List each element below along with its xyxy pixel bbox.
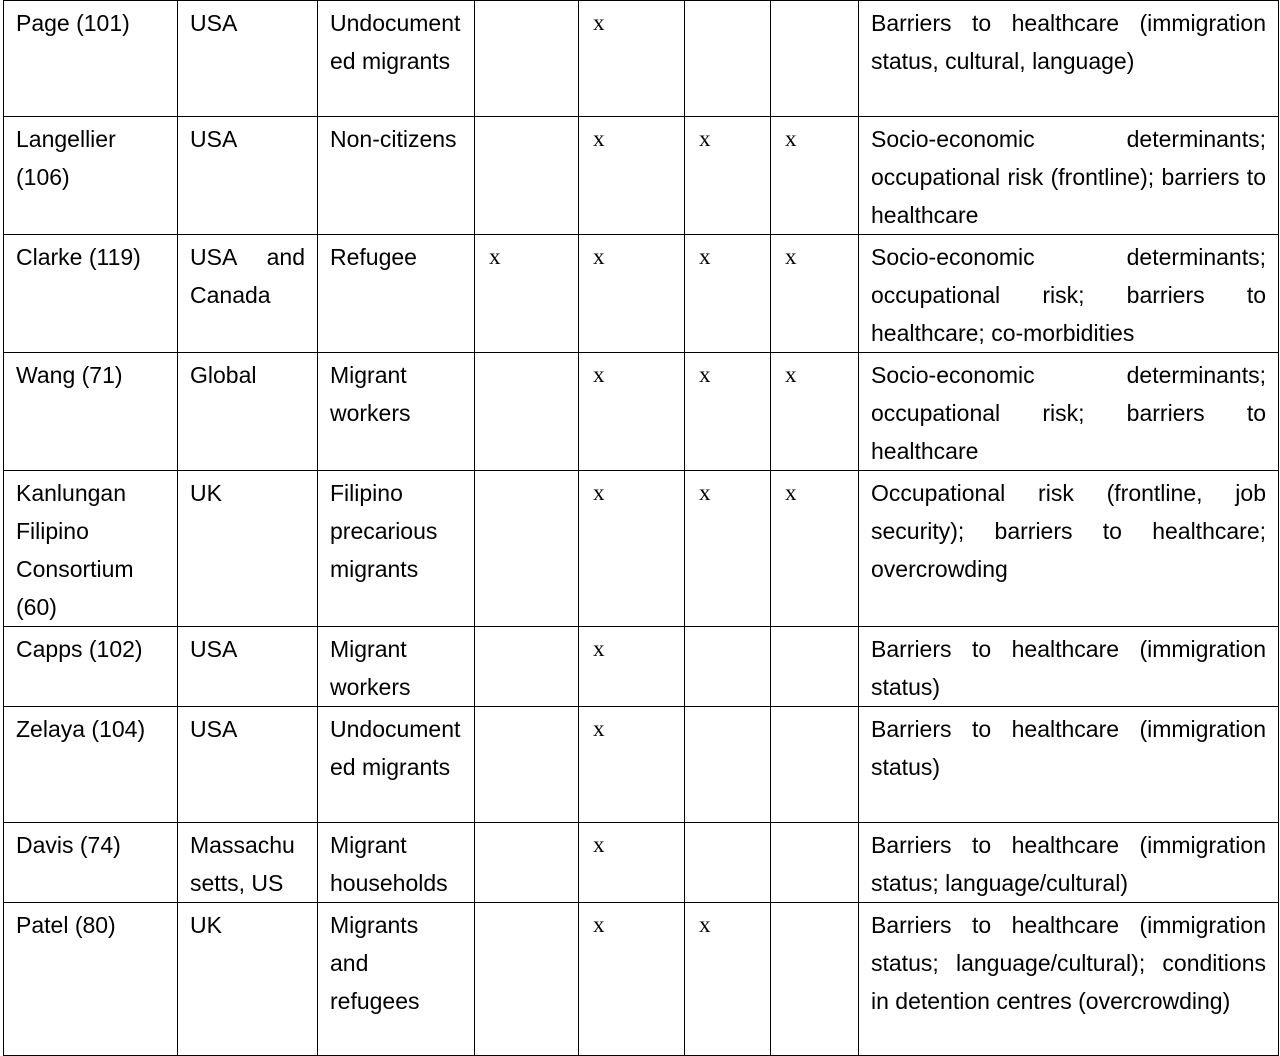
mark-cell: x bbox=[579, 353, 685, 471]
population-cell: Non-citizens bbox=[318, 117, 475, 235]
mark-cell bbox=[685, 707, 771, 823]
mark-cell bbox=[475, 471, 579, 627]
mark-cell bbox=[475, 1, 579, 117]
mark-cell: x bbox=[771, 471, 859, 627]
mark-cell: x bbox=[685, 471, 771, 627]
mark-cell: x bbox=[579, 235, 685, 353]
studies-table bbox=[3, 0, 1279, 1056]
table-row bbox=[4, 235, 1279, 353]
mark-cell bbox=[771, 823, 859, 903]
mark-cell bbox=[771, 627, 859, 707]
location-cell: Global bbox=[178, 353, 318, 471]
factors-cell: Barriers to healthcare (immigration status) bbox=[859, 627, 1279, 707]
mark-cell: x bbox=[579, 823, 685, 903]
location-cell: USA and Canada bbox=[178, 235, 318, 353]
mark-cell: x bbox=[685, 353, 771, 471]
mark-cell: x bbox=[475, 235, 579, 353]
mark-cell bbox=[685, 823, 771, 903]
population-cell: Undocumented migrants bbox=[318, 1, 475, 117]
study-cell: Page (101) bbox=[4, 1, 178, 117]
study-cell: Clarke (119) bbox=[4, 235, 178, 353]
location-cell: UK bbox=[178, 471, 318, 627]
mark-cell bbox=[475, 353, 579, 471]
location-cell: Massachusetts, US bbox=[178, 823, 318, 903]
location-cell: USA bbox=[178, 117, 318, 235]
mark-cell bbox=[771, 1, 859, 117]
mark-cell: x bbox=[579, 117, 685, 235]
mark-cell bbox=[475, 707, 579, 823]
mark-cell: x bbox=[771, 117, 859, 235]
factors-cell: Barriers to healthcare (immigration status, cultural, language) bbox=[859, 1, 1279, 117]
mark-cell: x bbox=[771, 353, 859, 471]
mark-cell: x bbox=[685, 903, 771, 1056]
study-cell: Patel (80) bbox=[4, 903, 178, 1056]
mark-cell: x bbox=[579, 1, 685, 117]
table-row bbox=[4, 471, 1279, 627]
table-row bbox=[4, 627, 1279, 707]
study-cell: Capps (102) bbox=[4, 627, 178, 707]
factors-cell: Socio-economic determinants; occupational risk (frontline); barriers to healthcare bbox=[859, 117, 1279, 235]
mark-cell: x bbox=[579, 707, 685, 823]
study-cell: Langellier (106) bbox=[4, 117, 178, 235]
mark-cell bbox=[475, 823, 579, 903]
mark-cell bbox=[771, 903, 859, 1056]
population-cell: Undocumented migrants bbox=[318, 707, 475, 823]
mark-cell: x bbox=[579, 471, 685, 627]
mark-cell bbox=[685, 627, 771, 707]
factors-cell: Occupational risk (frontline, job security); barriers to healthcare; overcrowding bbox=[859, 471, 1279, 627]
study-cell: Wang (71) bbox=[4, 353, 178, 471]
mark-cell bbox=[475, 117, 579, 235]
mark-cell bbox=[475, 903, 579, 1056]
table-row bbox=[4, 117, 1279, 235]
study-cell: Davis (74) bbox=[4, 823, 178, 903]
mark-cell: x bbox=[685, 235, 771, 353]
study-cell: Zelaya (104) bbox=[4, 707, 178, 823]
location-cell: USA bbox=[178, 707, 318, 823]
table-row bbox=[4, 823, 1279, 903]
factors-cell: Socio-economic determinants; occupational risk; barriers to healthcare; co-morbidities bbox=[859, 235, 1279, 353]
mark-cell bbox=[771, 707, 859, 823]
table-row bbox=[4, 707, 1279, 823]
table-row bbox=[4, 903, 1279, 1056]
table-row bbox=[4, 1, 1279, 117]
population-cell: Migrants and refugees bbox=[318, 903, 475, 1056]
mark-cell bbox=[685, 1, 771, 117]
factors-cell: Socio-economic determinants; occupational risk; barriers to healthcare bbox=[859, 353, 1279, 471]
mark-cell: x bbox=[579, 627, 685, 707]
location-cell: UK bbox=[178, 903, 318, 1056]
population-cell: Refugee bbox=[318, 235, 475, 353]
factors-cell: Barriers to healthcare (immigration status; language/cultural) bbox=[859, 823, 1279, 903]
mark-cell bbox=[475, 627, 579, 707]
population-cell: Migrant households bbox=[318, 823, 475, 903]
study-cell: Kanlungan Filipino Consortium (60) bbox=[4, 471, 178, 627]
factors-cell: Barriers to healthcare (immigration status; language/cultural); conditions in detention centres (overcrowding) bbox=[859, 903, 1279, 1056]
population-cell: Filipino precarious migrants bbox=[318, 471, 475, 627]
mark-cell: x bbox=[579, 903, 685, 1056]
location-cell: USA bbox=[178, 1, 318, 117]
location-cell: USA bbox=[178, 627, 318, 707]
table-row bbox=[4, 353, 1279, 471]
mark-cell: x bbox=[685, 117, 771, 235]
population-cell: Migrant workers bbox=[318, 353, 475, 471]
factors-cell: Barriers to healthcare (immigration status) bbox=[859, 707, 1279, 823]
population-cell: Migrant workers bbox=[318, 627, 475, 707]
mark-cell: x bbox=[771, 235, 859, 353]
